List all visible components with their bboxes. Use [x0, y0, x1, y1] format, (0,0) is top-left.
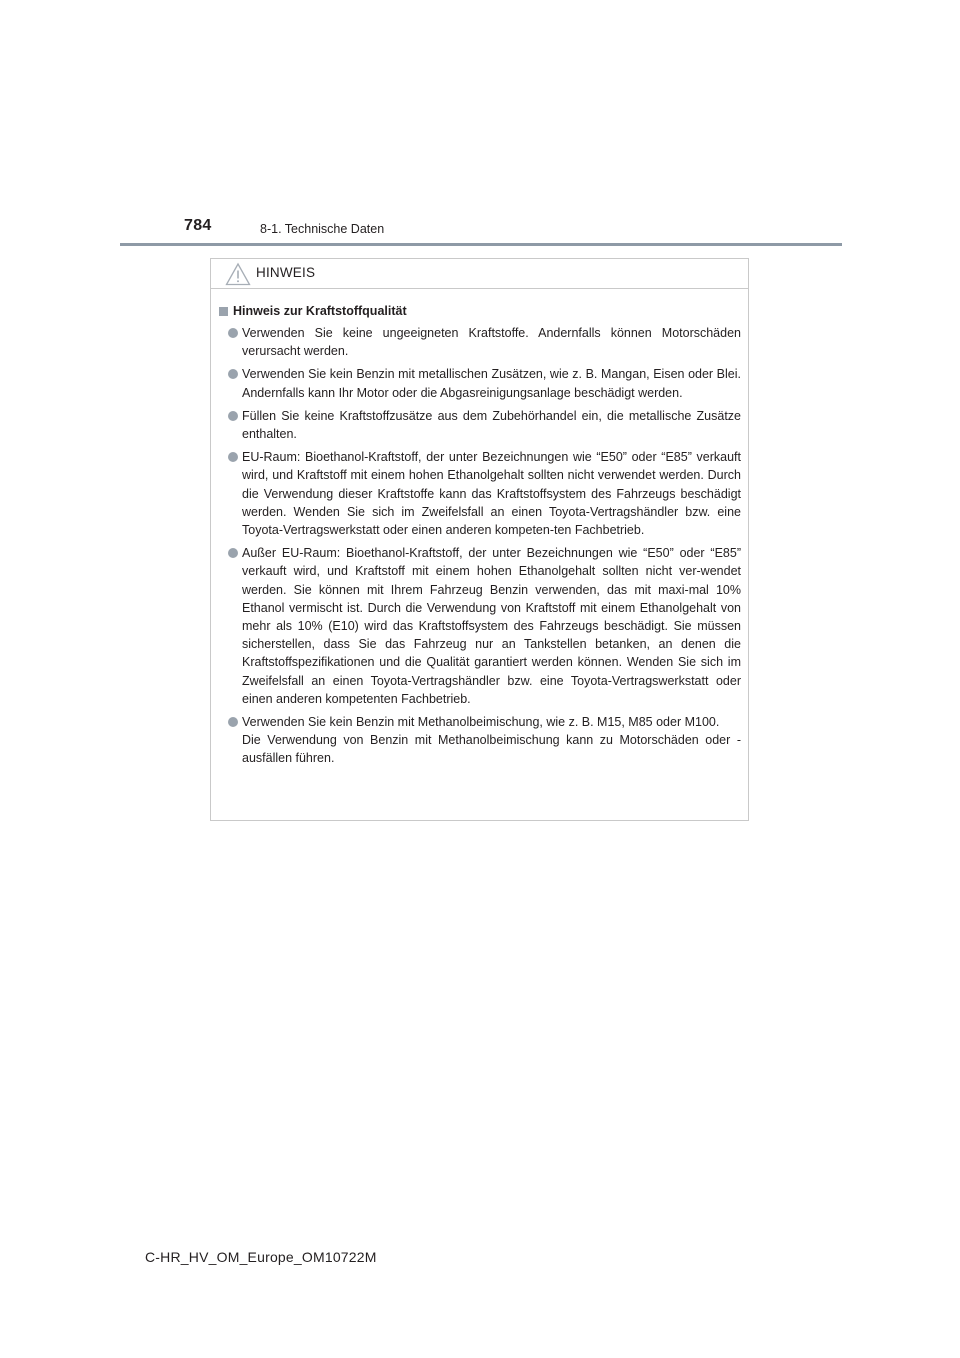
bullet-dot-icon [228, 452, 238, 462]
list-item-text: Verwenden Sie keine ungeeigneten Kraftstoffe. Andernfalls können Motorschäden verursacht werden. [242, 326, 741, 359]
list-item-text: EU-Raum: Bioethanol-Kraftstoff, der unter Bezeichnungen wie “E50” oder “E85” verkauft wird, und Kraftstoff mit einem hohen Ethanolgehalt sollten nicht verwendet werden. Durch die Verwendung dieser Kraftstoffe kann das Kraftstoffsystem des Fahrzeugs beschädigt werden. Wenden Sie sich im Zweifelsfall an einen Toyota-Vertragshändler bzw. eine Toyota-Vertragswerkstatt oder einen anderen kompeten-ten Fachbetrieb. [242, 450, 741, 538]
list-item [219, 544, 741, 708]
notice-subheading-text: Hinweis zur Kraftstoffqualität [233, 304, 407, 318]
page-header [120, 212, 842, 246]
list-item-text: Füllen Sie keine Kraftstoffzusätze aus dem Zubehörhandel ein, die metallische Zusätze enthalten. [242, 408, 741, 442]
list-item-text: Außer EU-Raum: Bioethanol-Kraftstoff, der unter Bezeichnungen wie “E50” oder “E85” verkauft wird, und Kraftstoff mit einem hohen Ethanolgehalt sollten nicht ver-wendet werden. Sie können mit Ihrem Fahrzeug Benzin verwenden, das mit maxi-mal 10% Ethanol vermischt ist. Durch die Verwendung von Kraftstoff mit einem Ethanolgehalt von mehr als 10% (E10) wird das Kraftstoffsystem des Fahrzeugs beschädigt. Sie müssen sicherstellen, dass Sie das Fahrzeug nur an Tankstellen betanken, an denen die Kraftstoffspezifikationen und die Qualität garantiert werden können. Wenden Sie sich im Zweifelsfall an einen Toyota-Vertragshändler bzw. eine Toyota-Vertragswerkstatt oder einen anderen kompetenten Fachbetrieb. [242, 546, 741, 706]
notice-header [211, 259, 748, 289]
list-item-text: Verwenden Sie kein Benzin mit metallischen Zusätzen, wie z. B. Mangan, Eisen oder Blei. Andernfalls kann Ihr Motor oder die Abgasreinigungsanlage beschädigt werden. [242, 367, 741, 400]
notice-subheading [219, 302, 741, 320]
bullet-dot-icon [228, 717, 238, 727]
document-code: C-HR_HV_OM_Europe_OM10722M [145, 1249, 377, 1265]
list-item [219, 448, 741, 539]
bullet-dot-icon [228, 548, 238, 558]
list-item [219, 407, 741, 443]
page-number: 784 [184, 217, 212, 234]
bullet-dot-icon [228, 369, 238, 379]
notice-body [211, 289, 748, 768]
list-item [219, 365, 741, 401]
list-item-note: Die Verwendung von Benzin mit Methanolbeimischung kann zu Motorschäden oder -ausfällen führen. [242, 733, 741, 766]
notice-title: HINWEIS [256, 265, 316, 280]
notice-box [210, 258, 749, 821]
list-item-text: Verwenden Sie kein Benzin mit Methanolbeimischung, wie z. B. M15, M85 oder M100. [242, 715, 720, 730]
list-item [219, 713, 741, 768]
warning-triangle-icon [225, 262, 251, 286]
bullet-dot-icon [228, 328, 238, 338]
bullet-dot-icon [228, 411, 238, 421]
header-rule [120, 243, 842, 246]
section-title: 8-1. Technische Daten [260, 222, 385, 236]
square-bullet-icon [219, 307, 228, 316]
list-item [219, 324, 741, 360]
